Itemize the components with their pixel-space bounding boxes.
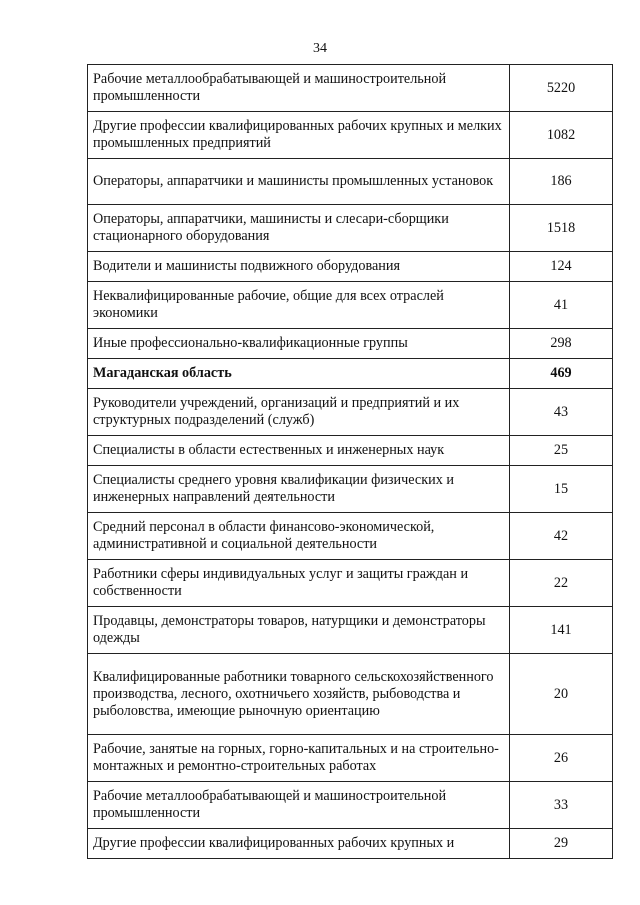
row-label: Рабочие, занятые на горных, горно-капитальных и на строительно-монтажных и ремонтно-строительных работах [88, 735, 510, 782]
row-label: Другие профессии квалифицированных рабочих крупных и [88, 829, 510, 859]
row-label: Рабочие металлообрабатывающей и машиностроительной промышленности [88, 782, 510, 829]
row-label: Работники сферы индивидуальных услуг и защиты граждан и собственности [88, 560, 510, 607]
row-value: 26 [510, 735, 613, 782]
row-label: Средний персонал в области финансово-экономической, административной и социальной деятельности [88, 513, 510, 560]
row-label: Неквалифицированные рабочие, общие для всех отраслей экономики [88, 282, 510, 329]
row-label: Операторы, аппаратчики и машинисты промышленных установок [88, 159, 510, 205]
row-value: 15 [510, 466, 613, 513]
table-row [88, 829, 613, 859]
table-row [88, 466, 613, 513]
page-number: 34 [313, 41, 327, 56]
region-title: Магаданская область [88, 359, 510, 389]
row-value: 186 [510, 159, 613, 205]
table-row [88, 282, 613, 329]
row-value: 22 [510, 560, 613, 607]
occupation-table [87, 64, 613, 859]
region-header-row [88, 359, 613, 389]
table-row [88, 112, 613, 159]
row-value: 298 [510, 329, 613, 359]
row-label: Руководители учреждений, организаций и предприятий и их структурных подразделений (служб) [88, 389, 510, 436]
table-row [88, 560, 613, 607]
row-label: Продавцы, демонстраторы товаров, натурщики и демонстраторы одежды [88, 607, 510, 654]
row-value: 25 [510, 436, 613, 466]
table-row [88, 782, 613, 829]
row-value: 43 [510, 389, 613, 436]
table-row [88, 389, 613, 436]
row-value: 42 [510, 513, 613, 560]
table-row [88, 252, 613, 282]
row-value: 20 [510, 654, 613, 735]
table-row [88, 654, 613, 735]
table-row [88, 329, 613, 359]
table-row [88, 513, 613, 560]
row-value: 29 [510, 829, 613, 859]
row-label: Иные профессионально-квалификационные группы [88, 329, 510, 359]
row-value: 1082 [510, 112, 613, 159]
row-label: Рабочие металлообрабатывающей и машиностроительной промышленности [88, 65, 510, 112]
row-label: Специалисты в области естественных и инженерных наук [88, 436, 510, 466]
row-label: Операторы, аппаратчики, машинисты и слесари-сборщики стационарного оборудования [88, 205, 510, 252]
row-value: 124 [510, 252, 613, 282]
table-row [88, 436, 613, 466]
row-value: 33 [510, 782, 613, 829]
row-value: 141 [510, 607, 613, 654]
row-value: 41 [510, 282, 613, 329]
row-value: 1518 [510, 205, 613, 252]
row-label: Специалисты среднего уровня квалификации физических и инженерных направлений деятельности [88, 466, 510, 513]
table-row [88, 65, 613, 112]
region-total: 469 [510, 359, 613, 389]
row-label: Другие профессии квалифицированных рабочих крупных и мелких промышленных предприятий [88, 112, 510, 159]
table-row [88, 205, 613, 252]
table-row [88, 607, 613, 654]
row-label: Водители и машинисты подвижного оборудования [88, 252, 510, 282]
table-row [88, 159, 613, 205]
row-value: 5220 [510, 65, 613, 112]
row-label: Квалифицированные работники товарного сельскохозяйственного производства, лесного, охотничьего хозяйств, рыбоводства и рыболовства, имеющие рыночную ориентацию [88, 654, 510, 735]
table-row [88, 735, 613, 782]
